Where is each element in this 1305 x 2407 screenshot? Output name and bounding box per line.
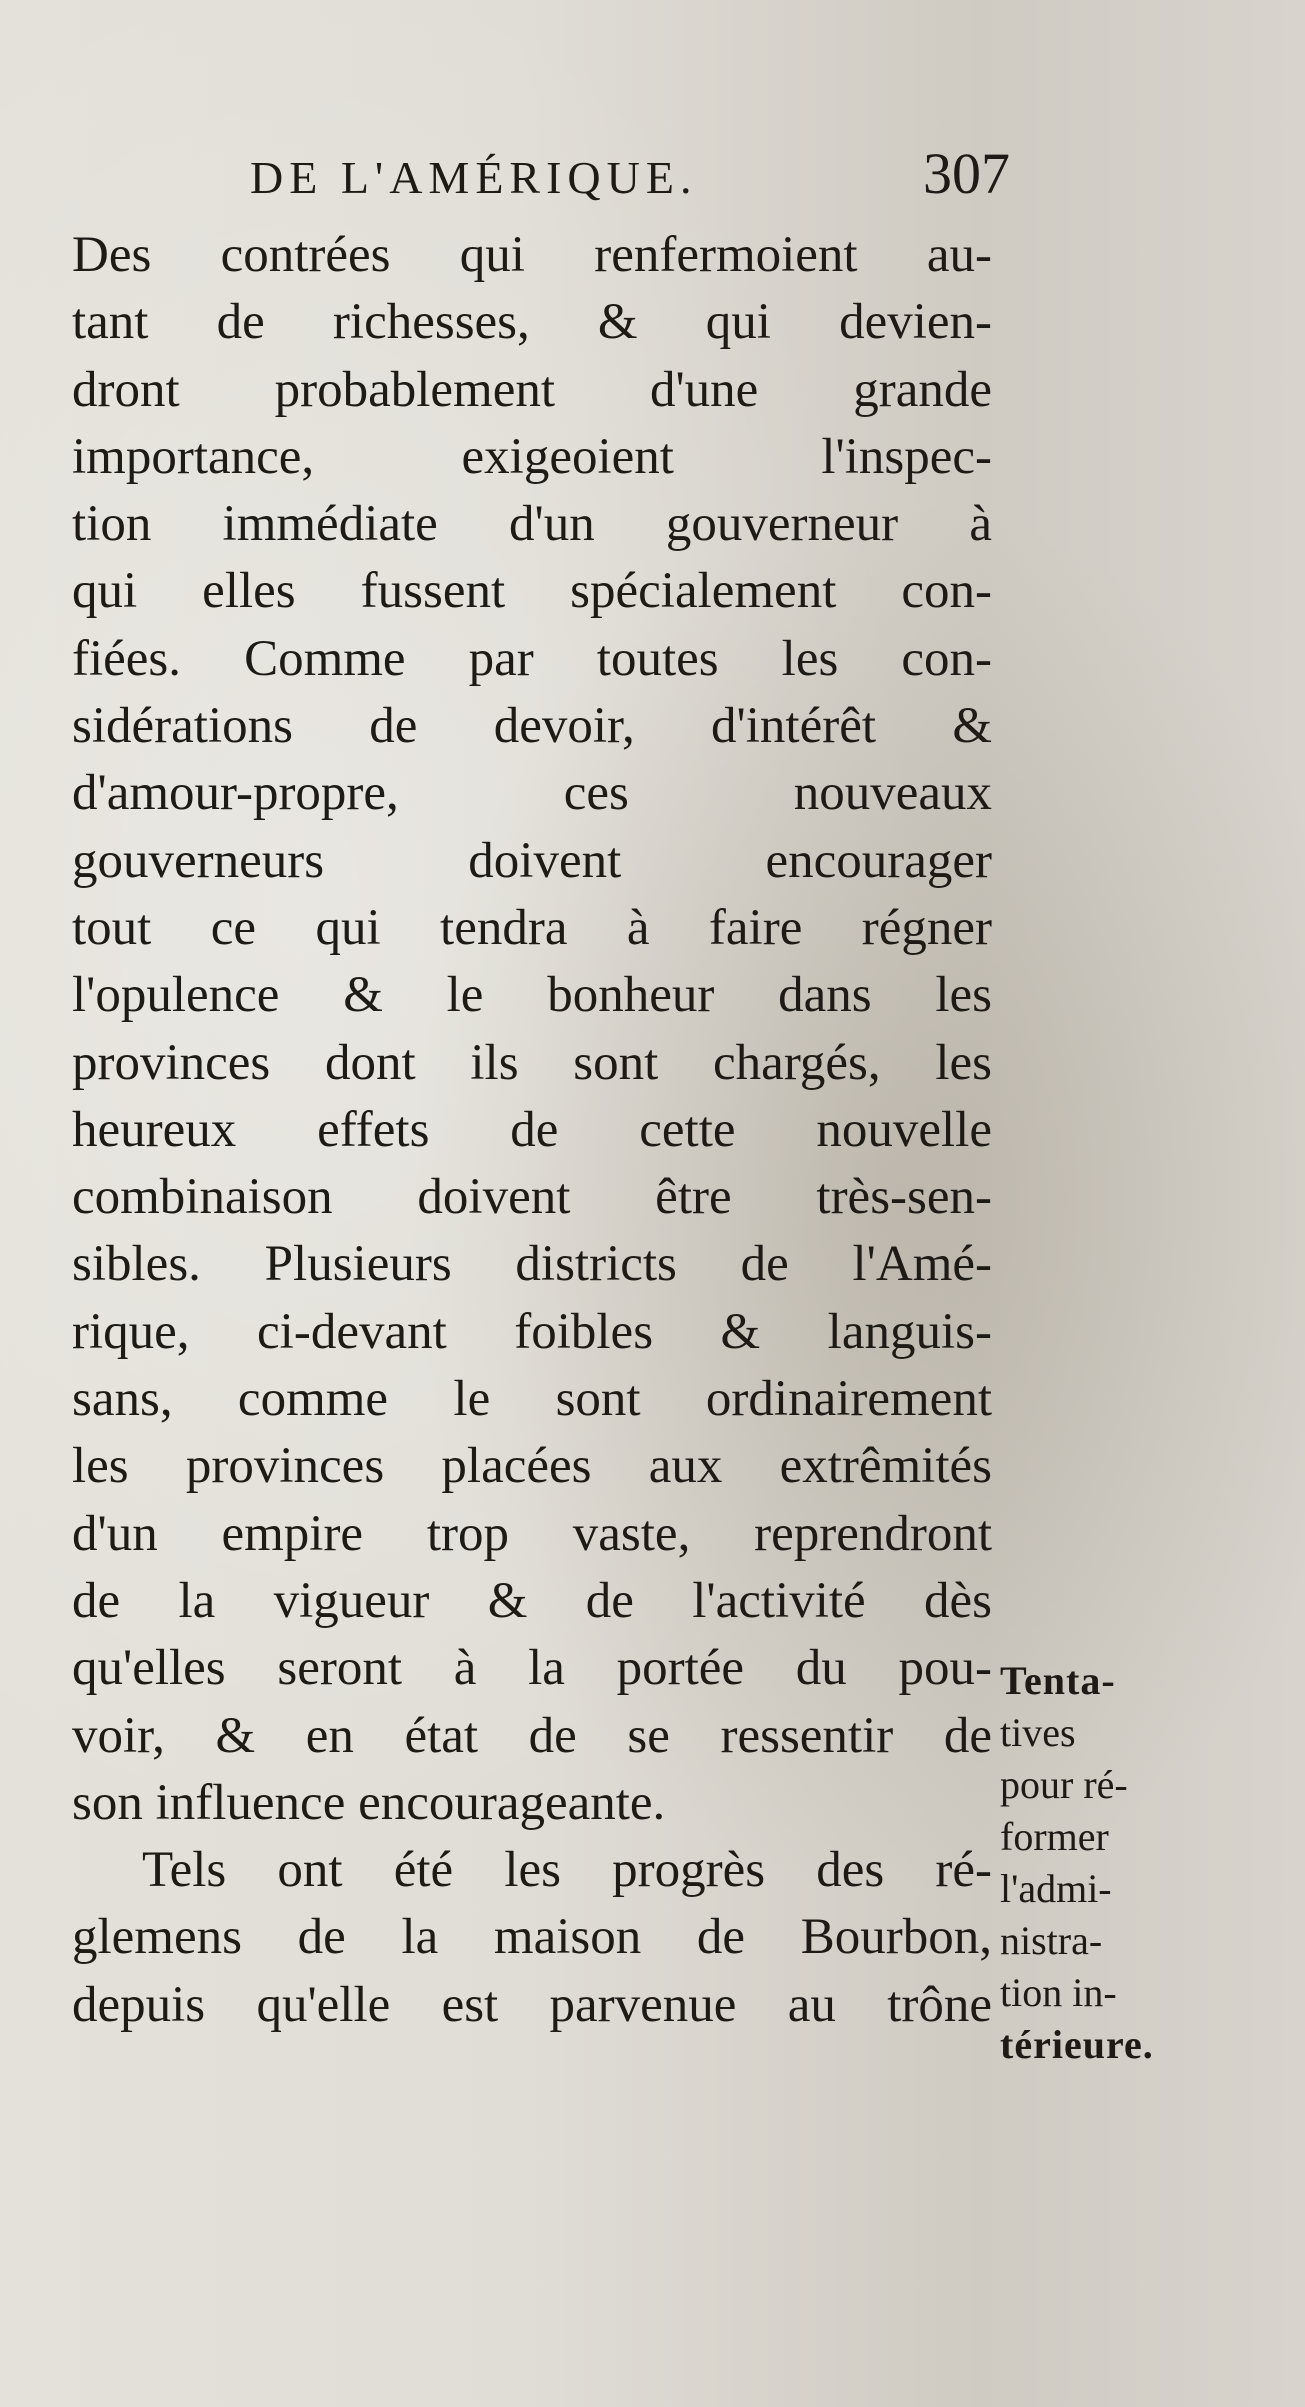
text-line: d'amour-propre, ces nouveaux xyxy=(72,765,992,822)
text-line: l'opulence & le bonheur dans les xyxy=(72,967,992,1024)
text-line: rique, ci-devant foibles & languis- xyxy=(72,1303,992,1360)
text-line: gouverneurs doivent encourager xyxy=(72,832,992,889)
text-line: voir, & en état de se ressentir de xyxy=(72,1707,992,1764)
text-line: provinces dont ils sont chargés, les xyxy=(72,1034,992,1091)
text-line: sidérations de devoir, d'intérêt & xyxy=(72,698,992,755)
page-header xyxy=(250,140,1010,210)
text-line: heureux effets de cette nouvelle xyxy=(72,1101,992,1158)
marginal-line: l'admi- xyxy=(1000,1866,1112,1911)
body-text xyxy=(72,222,992,2039)
text-line: Des contrées qui renfermoient au- xyxy=(72,227,992,283)
text-line: importance, exigeoient l'inspec- xyxy=(72,428,992,485)
text-line: Tels ont été les progrès des ré- xyxy=(142,1842,992,1899)
text-line: tant de richesses, & qui devien- xyxy=(72,294,992,351)
text-line: combinaison doivent être très-sen- xyxy=(72,1169,992,1226)
running-title: DE L'AMÉRIQUE. xyxy=(250,152,698,203)
marginal-note xyxy=(1000,1655,1300,2071)
text-line: glemens de la maison de Bourbon, xyxy=(72,1909,992,1966)
marginal-line: tion in- xyxy=(1000,1970,1117,2015)
text-line: tion immédiate d'un gouverneur à xyxy=(72,496,992,553)
text-line: son influence encourageante. xyxy=(72,1774,666,1831)
marginal-line: tives xyxy=(1000,1710,1076,1755)
text-line: sans, comme le sont ordinairement xyxy=(72,1371,992,1428)
page-number: 307 xyxy=(923,141,1010,206)
text-line: fiées. Comme par toutes les con- xyxy=(72,630,992,687)
marginal-line: térieure. xyxy=(1000,2022,1154,2067)
text-line: d'un empire trop vaste, reprendront xyxy=(72,1505,992,1562)
text-line: qu'elles seront à la portée du pou- xyxy=(72,1640,992,1697)
marginal-line: pour ré- xyxy=(1000,1762,1128,1807)
text-line: qui elles fussent spécialement con- xyxy=(72,563,992,620)
text-line: depuis qu'elle est parvenue au trône xyxy=(72,1976,992,2033)
marginal-line: Tenta- xyxy=(1000,1658,1116,1703)
text-line: sibles. Plusieurs districts de l'Amé- xyxy=(72,1236,992,1293)
marginal-line: former xyxy=(1000,1814,1109,1859)
marginal-line: nistra- xyxy=(1000,1918,1103,1963)
text-line: dront probablement d'une grande xyxy=(72,361,992,418)
text-line: les provinces placées aux extrêmités xyxy=(72,1438,992,1495)
text-line: tout ce qui tendra à faire régner xyxy=(72,899,992,956)
text-line: de la vigueur & de l'activité dès xyxy=(72,1572,992,1629)
